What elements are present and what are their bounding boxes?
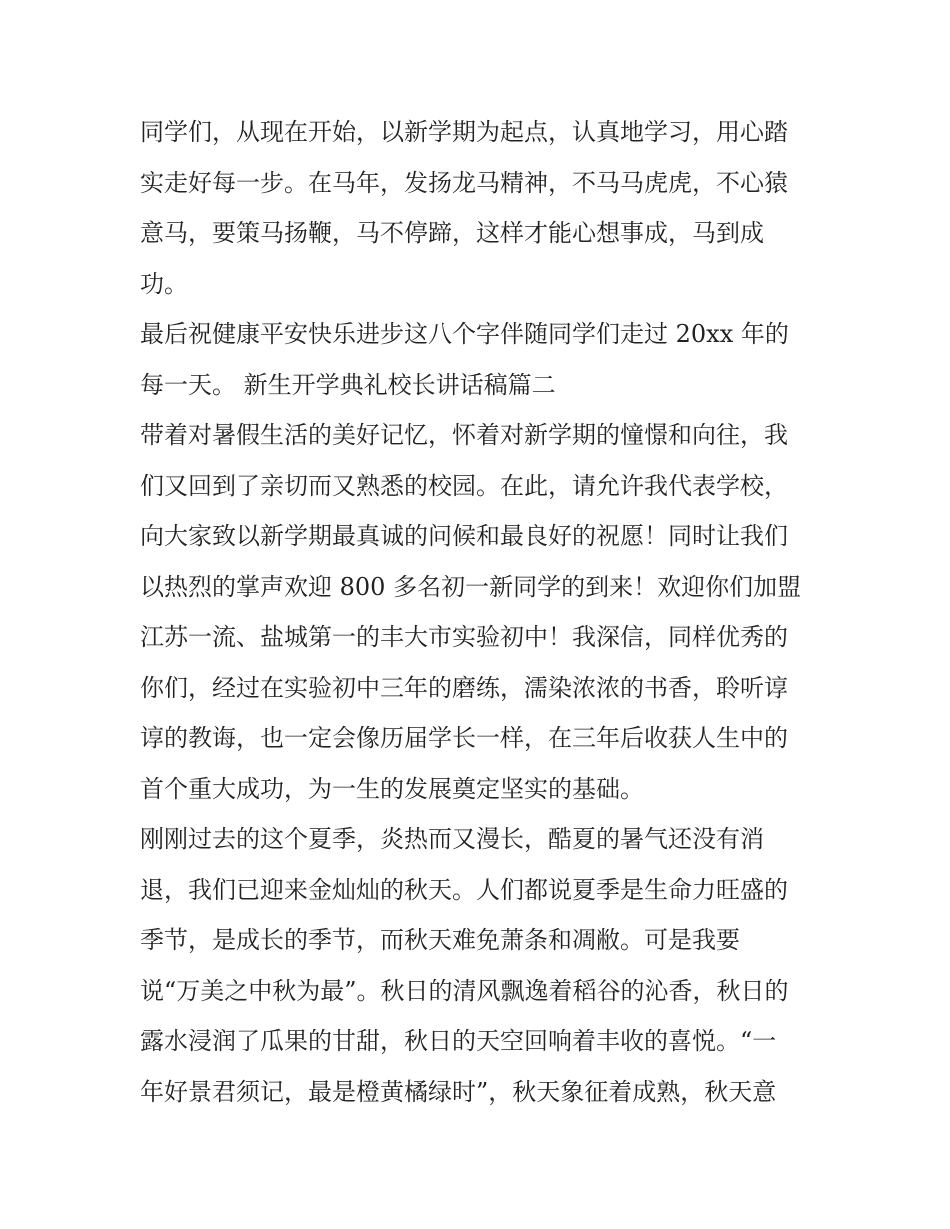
text-line: 带着对暑假生活的美好记忆，怀着对新学期的憧憬和向往，我 [140, 421, 788, 449]
text-line: 你们，经过在实验初中三年的磨练，濡染浓浓的书香，聆听谆 [140, 673, 788, 702]
text-line: 功。 [140, 269, 188, 298]
text-line: 年好景君须记，最是橙黄橘绿时”，秋天象征着成熟，秋天意 [140, 1077, 777, 1106]
text-line: 最后祝健康平安快乐进步这八个字伴随同学们走过 20xx 年的 [140, 320, 789, 348]
text-line: 们又回到了亲切而又熟悉的校园。在此，请允许我代表学校， [140, 471, 788, 500]
text-line: 实走好每一步。在马年，发扬龙马精神，不马马虎虎，不心猿 [140, 168, 788, 197]
text-line: 江苏一流、盐城第一的丰大市实验初中！我深信，同样优秀的 [140, 623, 788, 651]
document-body [140, 107, 820, 1117]
text-line: 首个重大成功，为一生的发展奠定坚实的基础。 [140, 774, 644, 803]
text-line: 露水浸润了瓜果的甘甜，秋日的天空回响着丰收的喜悦。“一 [140, 1027, 777, 1055]
text-line: 向大家致以新学期最真诚的问候和最良好的祝愿！同时让我们 [140, 522, 788, 550]
text-line: 谆的教诲，也一定会像历届学长一样，在三年后收获人生中的 [140, 724, 788, 752]
text-line: 说“万美之中秋为最”。秋日的清风飘逸着稻谷的沁香，秋日的 [140, 976, 789, 1005]
text-line: 以热烈的掌声欢迎 800 多名初一新同学的到来！欢迎你们加盟 [140, 572, 802, 601]
text-line: 季节，是成长的季节，而秋天难免萧条和凋敝。可是我要 [140, 926, 740, 954]
text-line: 每一天。 新生开学典礼校长讲话稿篇二 [140, 370, 556, 399]
text-line: 退，我们已迎来金灿灿的秋天。人们都说夏季是生命力旺盛的 [140, 875, 788, 904]
text-line: 意马，要策马扬鞭，马不停蹄，这样才能心想事成，马到成 [140, 219, 764, 247]
text-line: 同学们，从现在开始，以新学期为起点，认真地学习，用心踏 [140, 118, 788, 146]
text-line: 刚刚过去的这个夏季，炎热而又漫长，酷夏的暑气还没有消 [140, 825, 764, 853]
